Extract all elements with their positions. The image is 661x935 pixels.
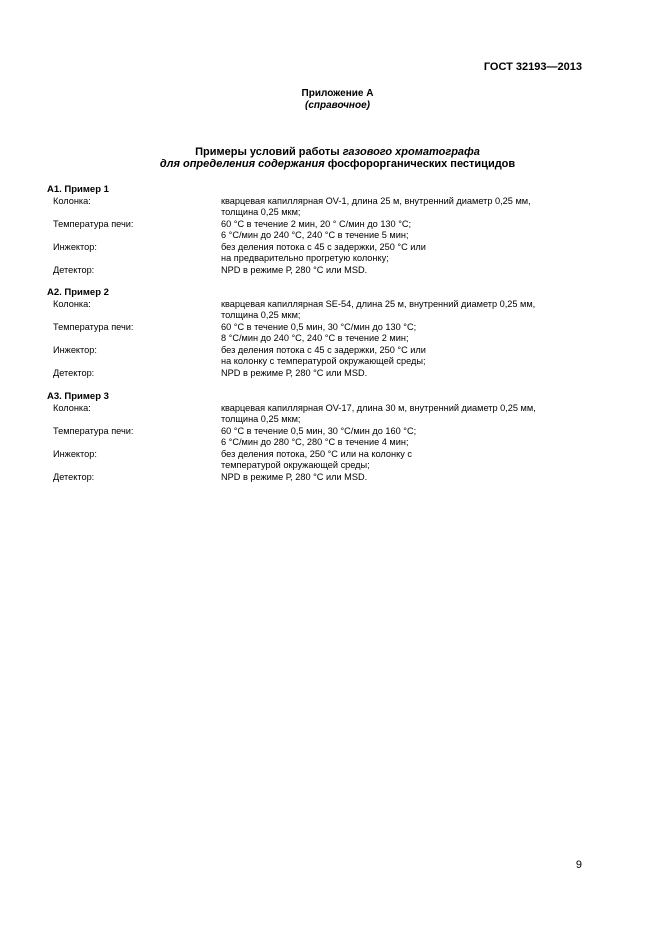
param-value	[221, 472, 587, 484]
param-label: Инжектор:	[53, 344, 97, 355]
value-line: толщина 0,25 мкм;	[221, 310, 301, 320]
value-line: кварцевая капиллярная OV-1, длина 25 м, внутренний диаметр 0,25 мм,	[221, 195, 531, 206]
title-text-plain: Примеры условий работы	[195, 146, 343, 158]
title-text-italic: для определения содержания	[159, 158, 325, 170]
value-line: 60 °С в течение 0,5 мин, 30 °С/мин до 160 °С;	[221, 425, 417, 436]
param-row-oven-temperature	[47, 426, 587, 449]
title-text-italic: газового хроматографа	[342, 146, 480, 158]
param-label: Температура печи:	[53, 321, 134, 332]
value-line: NPD в режиме Р, 280 °С или MSD.	[221, 471, 368, 482]
value-line: 60 °С в течение 2 мин, 20 ° С/мин до 130 °С;	[221, 218, 412, 229]
param-row-oven-temperature	[47, 322, 587, 345]
param-value	[221, 265, 587, 277]
param-value	[221, 345, 587, 368]
param-label: Детектор:	[53, 264, 95, 275]
param-value	[221, 368, 587, 380]
param-value	[221, 242, 587, 265]
param-row-column	[47, 299, 587, 322]
param-row-detector	[47, 265, 587, 277]
param-value	[221, 449, 587, 472]
example-section-3	[47, 391, 587, 483]
param-row-detector	[47, 472, 587, 484]
param-label: Инжектор:	[53, 241, 97, 252]
value-line: 8 °С/мин до 240 °С, 240 °С в течение 2 мин;	[221, 333, 409, 343]
section-heading: А1. Пример 1	[47, 184, 109, 195]
param-label: Колонка:	[53, 298, 91, 309]
title-text-plain: фосфорорганических пестицидов	[324, 158, 516, 170]
page-title-line-1	[14, 146, 661, 158]
param-value	[221, 426, 587, 449]
param-value	[221, 403, 587, 426]
section-heading: А2. Пример 2	[47, 287, 109, 298]
param-label: Детектор:	[53, 471, 95, 482]
param-value	[221, 196, 587, 219]
value-line: 6 °С/мин до 280 °С, 280 °С в течение 4 мин;	[221, 437, 409, 447]
page-title-line-2	[14, 158, 661, 170]
param-label: Температура печи:	[53, 218, 134, 229]
value-line: NPD в режиме Р, 280 °С или MSD.	[221, 264, 368, 275]
param-label: Детектор:	[53, 367, 95, 378]
param-label: Инжектор:	[53, 448, 97, 459]
param-row-injector	[47, 449, 587, 472]
param-row-oven-temperature	[47, 219, 587, 242]
appendix-subtitle: (справочное)	[305, 100, 370, 111]
page-number: 9	[575, 859, 582, 871]
param-row-column	[47, 196, 587, 219]
appendix-title: Приложение А	[301, 88, 374, 99]
param-row-detector	[47, 368, 587, 380]
section-heading: А3. Пример 3	[47, 391, 109, 402]
param-label: Колонка:	[53, 402, 91, 413]
param-row-column	[47, 403, 587, 426]
param-label: Температура печи:	[53, 425, 134, 436]
value-line: 6 °С/мин до 240 °С, 240 °С в течение 5 мин;	[221, 230, 409, 240]
value-line: без деления потока с 45 с задержки, 250 °С или	[221, 344, 426, 355]
value-line: на колонку с температурой окружающей среды;	[221, 356, 426, 366]
value-line: без деления потока, 250 °С или на колонку с	[221, 448, 412, 459]
value-line: толщина 0,25 мкм;	[221, 414, 301, 424]
value-line: кварцевая капиллярная SE-54, длина 25 м, внутренний диаметр 0,25 мм,	[221, 298, 536, 309]
value-line: температурой окружающей среды;	[221, 460, 370, 470]
param-row-injector	[47, 345, 587, 368]
appendix-header	[0, 88, 661, 112]
param-value	[221, 322, 587, 345]
value-line: без деления потока с 45 с задержки, 250 °С или	[221, 241, 426, 252]
param-label: Колонка:	[53, 195, 91, 206]
value-line: кварцевая капиллярная OV-17, длина 30 м, внутренний диаметр 0,25 мм,	[221, 402, 536, 413]
param-value	[221, 219, 587, 242]
value-line: на предварительно прогретую колонку;	[221, 253, 389, 263]
value-line: 60 °С в течение 0,5 мин, 30 °С/мин до 130 °С;	[221, 321, 417, 332]
value-line: толщина 0,25 мкм;	[221, 207, 301, 217]
example-section-1	[47, 184, 587, 276]
document-code: ГОСТ 32193—2013	[483, 61, 582, 73]
param-row-injector	[47, 242, 587, 265]
param-value	[221, 299, 587, 322]
value-line: NPD в режиме Р, 280 °С или MSD.	[221, 367, 368, 378]
example-section-2	[47, 287, 587, 379]
page-title	[0, 146, 661, 170]
